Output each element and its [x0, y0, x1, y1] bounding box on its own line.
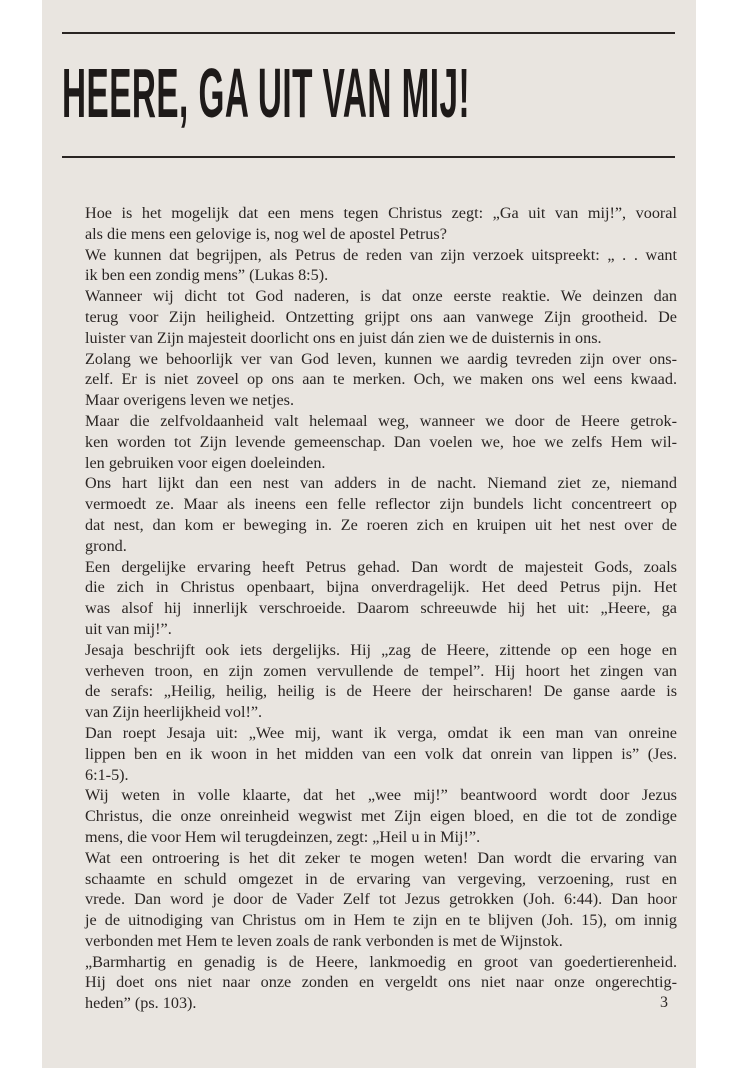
text-line: dat nest, dan kom er beweging in. Ze roeren zich en kruipen uit het nest over de [85, 515, 677, 534]
text-line: Maar die zelfvoldaanheid valt helemaal weg, wanneer we door de Heere getrok- [85, 411, 677, 430]
text-line: Ons hart lijkt dan een nest van adders in de nacht. Niemand ziet ze, niemand [85, 474, 677, 493]
document-page [42, 0, 696, 1068]
text-line: als die mens een gelovige is, nog wel de apostel Petrus? [85, 224, 447, 243]
text-line: Jesaja beschrijft ook iets dergelijks. Hij „zag de Heere, zittende op een hoge en [85, 640, 677, 659]
bottom-rule [62, 156, 675, 158]
text-line: van Zijn heerlijkheid vol!”. [85, 703, 263, 722]
text-line: heden” (ps. 103). [85, 994, 197, 1013]
paragraph [85, 349, 677, 411]
paragraph [85, 203, 677, 245]
text-line: Hij doet ons niet naar onze zonden en vergeldt ons niet naar onze ongerechtig- [85, 973, 677, 992]
text-line: schaamte en schuld omgezet in de ervaring van vergeving, verzoening, rust en [85, 869, 677, 888]
text-line: mens, die voor Hem wil terugdeinzen, zegt: „Heil u in Mij!”. [85, 827, 481, 846]
text-line: uit van mij!”. [85, 619, 172, 638]
paragraph [85, 640, 677, 723]
text-line: Hoe is het mogelijk dat een mens tegen Christus zegt: „Ga uit van mij!”, vooral [85, 204, 677, 222]
paragraph [85, 286, 677, 348]
paragraph [85, 848, 677, 952]
text-line: lippen ben en ik woon in het midden van een volk dat onrein van lippen is” (Jes. [85, 744, 677, 763]
text-line: Christus, die onze onreinheid wegwist met Zijn eigen bloed, en die tot de zondige [85, 807, 677, 826]
paragraph [85, 952, 677, 1014]
text-line: grond. [85, 536, 127, 555]
paragraph [85, 723, 677, 785]
text-line: je de uitnodiging van Christus om in Hem te zijn en te blijven (Joh. 15), om innig [85, 911, 677, 930]
paragraph [85, 411, 677, 473]
paragraph [85, 557, 677, 640]
text-line: „Barmhartig en genadig is de Heere, lankmoedig en groot van goedertierenheid. [85, 952, 677, 971]
text-line: ik ben een zondig mens” (Lukas 8:5). [85, 266, 329, 285]
text-line: de serafs: „Heilig, heilig, heilig is de Heere der heirscharen! De ganse aarde is [85, 682, 677, 701]
article-body [85, 203, 677, 1014]
top-rule [62, 32, 675, 34]
text-line: Dan roept Jesaja uit: „Wee mij, want ik verga, omdat ik een man van onreine [85, 723, 677, 742]
text-line: vrede. Dan word je door de Vader Zelf tot Jezus getrokken (Joh. 6:44). Dan hoor [85, 890, 677, 909]
text-line: vermoedt ze. Maar als ineens een felle reflector zijn bundels licht concentreert op [85, 495, 677, 514]
page-title: HEERE, GA UIT VAN MIJ! [62, 54, 471, 132]
text-line: terug voor Zijn heiligheid. Ontzetting grijpt ons aan vanwege Zijn grootheid. De [85, 307, 677, 326]
text-line: Een dergelijke ervaring heeft Petrus gehad. Dan wordt de majesteit Gods, zoals [85, 557, 677, 576]
text-line: was alsof hij innerlijk verschroeide. Daarom schreeuwde hij het uit: „Heere, ga [85, 599, 677, 618]
text-line: zelf. Er is niet zoveel op ons aan te merken. Och, we maken ons wel eens kwaad. [85, 370, 677, 389]
text-line: die zich in Christus openbaart, bijna onverdragelijk. Het deed Petrus pijn. Het [85, 578, 677, 597]
text-line: ken worden tot Zijn levende gemeenschap. Dan voelen we, hoe we zelfs Hem wil- [85, 432, 677, 451]
text-line: Wanneer wij dicht tot God naderen, is dat onze eerste reaktie. We deinzen dan [85, 287, 677, 306]
text-line: 6:1-5). [85, 765, 129, 784]
text-line: We kunnen dat begrijpen, als Petrus de reden van zijn verzoek uitspreekt: „ . . want [85, 245, 677, 264]
text-line: len gebruiken voor eigen doeleinden. [85, 453, 326, 472]
text-line: luister van Zijn majesteit doorlicht ons en juist dán zien we de duisternis in ons. [85, 328, 602, 347]
text-line: Maar overigens leven we netjes. [85, 391, 295, 410]
page-number: 3 [660, 994, 668, 1011]
paragraph [85, 473, 677, 556]
text-line: verheven troon, en zijn zomen vervullende de tempel”. Hij hoort het zingen van [85, 661, 677, 680]
text-line: verbonden met Hem te leven zoals de rank verbonden is met de Wijnstok. [85, 931, 563, 950]
paragraph [85, 785, 677, 847]
text-line: Wat een ontroering is het dit zeker te mogen weten! Dan wordt die ervaring van [85, 848, 677, 867]
text-line: Wij weten in volle klaarte, dat het „wee mij!” beantwoord wordt door Jezus [85, 786, 677, 805]
paragraph [85, 245, 677, 287]
text-line: Zolang we behoorlijk ver van God leven, kunnen we aardig tevreden zijn over ons- [85, 349, 677, 368]
